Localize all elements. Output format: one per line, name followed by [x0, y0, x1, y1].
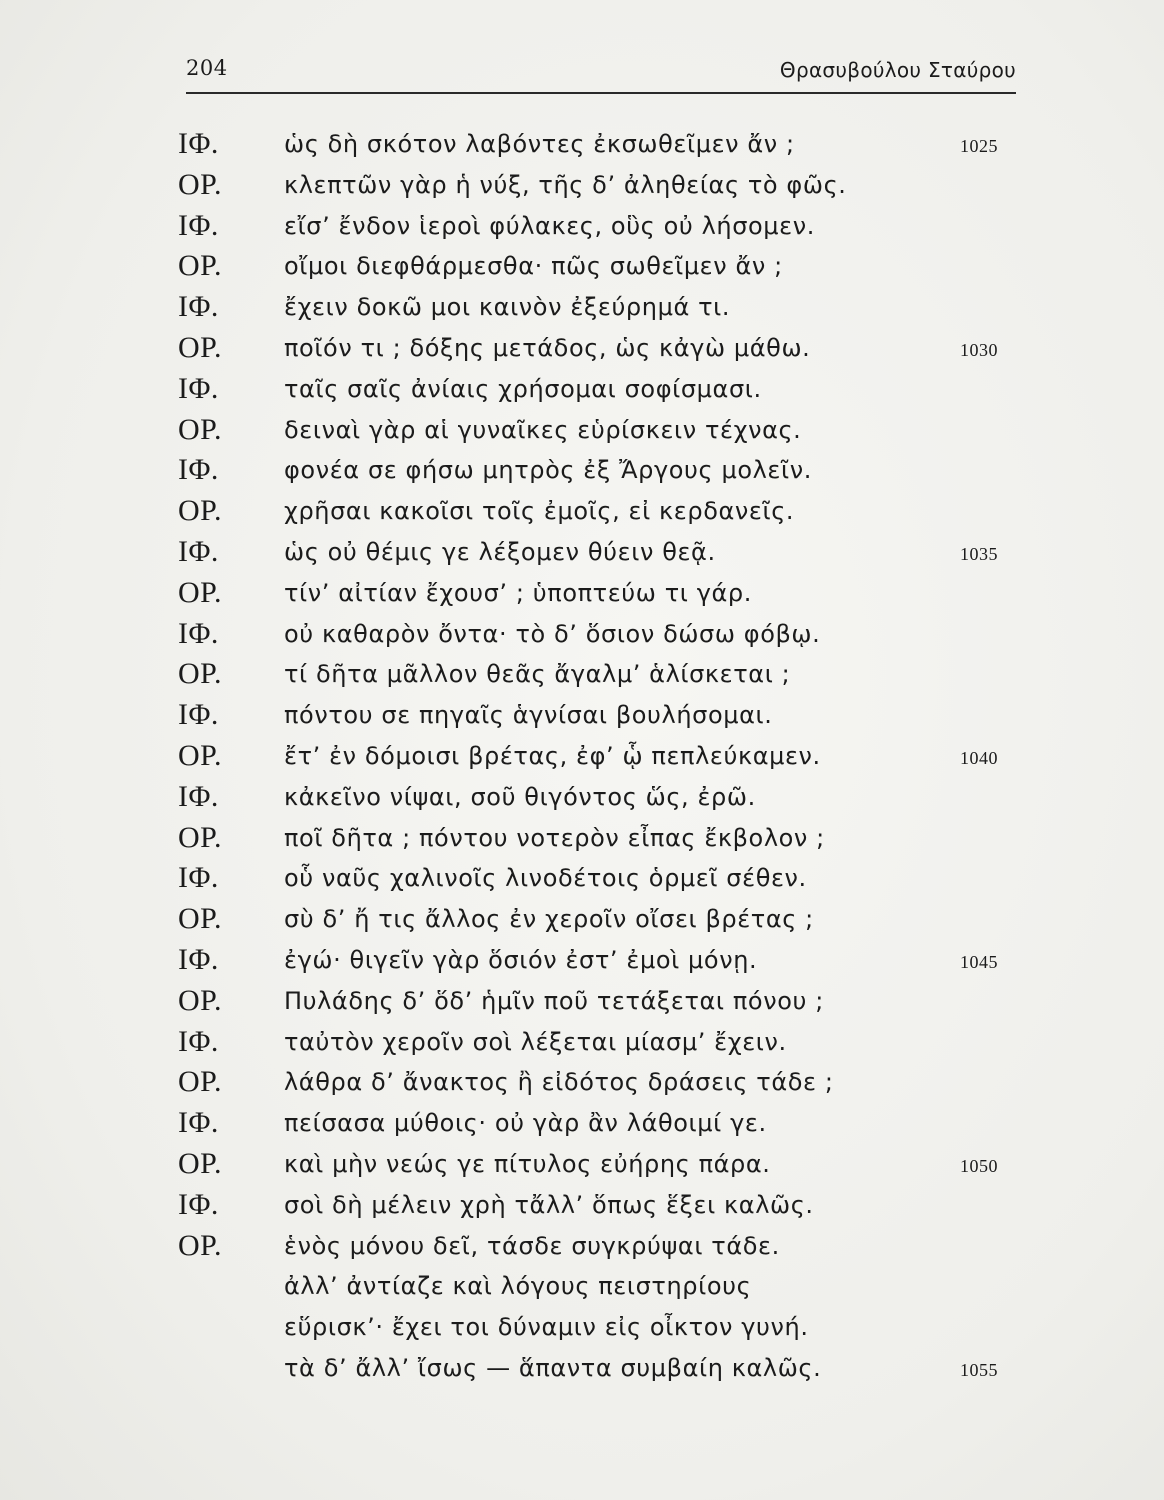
- verse-text: κἀκεῖνο νίψαι, σοῦ θιγόντος ὥς, ἐρῶ.: [284, 782, 756, 811]
- verse-line: [0, 1307, 1164, 1348]
- verse-line: [0, 777, 1164, 818]
- speaker-label: ΙΦ.: [178, 1187, 219, 1221]
- speaker-label: ΙΦ.: [178, 1024, 219, 1058]
- verse-line: [0, 1062, 1164, 1103]
- verse-line: [0, 1022, 1164, 1063]
- verse-line: [0, 124, 1164, 165]
- speaker-label: ΙΦ.: [178, 861, 219, 895]
- verse-text: οἴμοι διεφθάρμεσθα· πῶς σωθεῖμεν ἄν ;: [284, 252, 783, 281]
- verse-line: [0, 736, 1164, 777]
- speaker-label: ΟΡ.: [178, 1146, 223, 1180]
- verse-text: οὗ ναῦς χαλινοῖς λινοδέτοις ὁρμεῖ σέθεν.: [284, 864, 807, 893]
- speaker-label: ΟΡ.: [178, 249, 223, 283]
- verse-line: [0, 573, 1164, 614]
- speaker-label: ΙΦ.: [178, 127, 219, 160]
- verse-text: ἔχειν δοκῶ μοι καινὸν ἐξεύρημά τι.: [284, 293, 731, 322]
- verse-line: [0, 695, 1164, 736]
- header-rule: [186, 92, 1016, 94]
- verse-text: τὰ δ’ ἄλλ’ ἴσως — ἅπαντα συμβαίη καλῶς.: [284, 1353, 822, 1382]
- verse-text: ἔτ’ ἐν δόμοισι βρέτας, ἐφ’ ᾧ πεπλεύκαμεν.: [284, 741, 821, 770]
- verse-line: [0, 450, 1164, 491]
- verse-line: [0, 1226, 1164, 1267]
- verse-text: χρῆσαι κακοῖσι τοῖς ἐμοῖς, εἰ κερδανεῖς.: [284, 497, 795, 526]
- verse-line: [0, 981, 1164, 1022]
- verse-text: κλεπτῶν γὰρ ἡ νύξ, τῆς δ’ ἀληθείας τὸ φῶς.: [284, 170, 847, 199]
- verse-text: ποῖόν τι ; δόξης μετάδος, ὡς κἀγὼ μάθω.: [284, 333, 811, 362]
- line-number: 1030: [960, 339, 998, 360]
- line-number: 1045: [960, 951, 998, 972]
- verse-line: [0, 654, 1164, 695]
- verse-text: φονέα σε φήσω μητρὸς ἐξ Ἄργους μολεῖν.: [284, 456, 812, 485]
- speaker-label: ΙΦ.: [178, 942, 219, 976]
- verse-line: [0, 1144, 1164, 1185]
- verse-text: Πυλάδης δ’ ὅδ’ ἡμῖν ποῦ τετάξεται πόνου ;: [284, 986, 824, 1015]
- speaker-label: ΟΡ.: [178, 1228, 223, 1262]
- line-number: 1055: [960, 1359, 998, 1380]
- speaker-label: ΙΦ.: [178, 371, 219, 405]
- verse-list: [0, 124, 1164, 1389]
- verse-text: πόντου σε πηγαῖς ἁγνίσαι βουλήσομαι.: [284, 701, 773, 730]
- verse-line: [0, 899, 1164, 940]
- line-number: 1040: [960, 747, 998, 768]
- verse-text: τίν’ αἰτίαν ἔχουσ’ ; ὑποπτεύω τι γάρ.: [284, 578, 752, 607]
- page-header: [186, 56, 1016, 92]
- verse-text: δειναὶ γὰρ αἱ γυναῖκες εὑρίσκειν τέχνας.: [284, 415, 802, 444]
- verse-text: ταῖς σαῖς ἀνίαις χρήσομαι σοφίσμασι.: [284, 374, 762, 403]
- verse-line: [0, 165, 1164, 206]
- verse-text: λάθρα δ’ ἄνακτος ἢ εἰδότος δράσεις τάδε ;: [284, 1068, 834, 1097]
- speaker-label: ΙΦ.: [178, 290, 219, 324]
- page-number: 204: [186, 56, 228, 80]
- verse-text: ἐγώ· θιγεῖν γὰρ ὅσιόν ἐστ’ ἐμοὶ μόνῃ.: [284, 945, 758, 974]
- speaker-label: ΟΡ.: [178, 657, 223, 691]
- line-number: 1050: [960, 1155, 998, 1176]
- speaker-label: ΙΦ.: [178, 1106, 219, 1140]
- verse-line: [0, 246, 1164, 287]
- verse-line: [0, 287, 1164, 328]
- verse-text: ταὐτὸν χεροῖν σοὶ λέξεται μίασμ’ ἔχειν.: [284, 1027, 787, 1056]
- verse-line: [0, 532, 1164, 573]
- verse-line: [0, 818, 1164, 859]
- speaker-label: ΙΦ.: [178, 534, 219, 568]
- speaker-label: ΟΡ.: [178, 902, 223, 936]
- verse-line: [0, 369, 1164, 410]
- verse-line: [0, 1103, 1164, 1144]
- verse-text: ἑνὸς μόνου δεῖ, τάσδε συγκρύψαι τάδε.: [284, 1231, 780, 1260]
- speaker-label: ΙΦ.: [178, 616, 219, 650]
- verse-text: ποῖ δῆτα ; πόντου νοτερὸν εἶπας ἔκβολον ;: [284, 823, 825, 852]
- speaker-label: ΟΡ.: [178, 167, 223, 201]
- verse-text: σοὶ δὴ μέλειν χρὴ τἄλλ’ ὅπως ἕξει καλῶς.: [284, 1190, 814, 1219]
- verse-text: σὺ δ’ ἤ τις ἄλλος ἐν χεροῖν οἴσει βρέτας ;: [284, 905, 814, 934]
- verse-line: [0, 206, 1164, 247]
- speaker-label: ΟΡ.: [178, 412, 223, 446]
- verse-text: πείσασα μύθοις· οὐ γὰρ ἂν λάθοιμί γε.: [284, 1109, 767, 1138]
- speaker-label: ΟΡ.: [178, 983, 223, 1017]
- speaker-label: ΟΡ.: [178, 1065, 223, 1099]
- verse-text: ὡς οὐ θέμις γε λέξομεν θύειν θεᾷ.: [284, 537, 716, 566]
- verse-text: ἀλλ’ ἀντίαζε καὶ λόγους πειστηρίους: [284, 1272, 752, 1301]
- verse-text: καὶ μὴν νεώς γε πίτυλος εὐήρης πάρα.: [284, 1149, 771, 1178]
- verse-text: οὐ καθαρὸν ὄντα· τὸ δ’ ὅσιον δώσω φόβῳ.: [284, 619, 821, 648]
- verse-line: [0, 1185, 1164, 1226]
- verse-line: [0, 328, 1164, 369]
- running-head: Θρασυβούλου Σταύρου: [779, 58, 1016, 82]
- line-number: 1025: [960, 136, 998, 156]
- verse-line: [0, 1348, 1164, 1389]
- speaker-label: ΟΡ.: [178, 575, 223, 609]
- verse-line: [0, 940, 1164, 981]
- verse-line: [0, 491, 1164, 532]
- speaker-label: ΙΦ.: [178, 698, 219, 732]
- verse-text: ὡς δὴ σκότον λαβόντες ἐκσωθεῖμεν ἄν ;: [284, 130, 795, 158]
- verse-line: [0, 410, 1164, 451]
- verse-line: [0, 1266, 1164, 1307]
- speaker-label: ΙΦ.: [178, 779, 219, 813]
- speaker-label: ΟΡ.: [178, 330, 223, 364]
- verse-text: εὕρισκ’· ἔχει τοι δύναμιν εἰς οἶκτον γυνή.: [284, 1313, 809, 1342]
- verse-text: εἴσ’ ἔνδον ἱεροὶ φύλακες, οὓς οὐ λήσομεν.: [284, 211, 815, 240]
- speaker-label: ΟΡ.: [178, 820, 223, 854]
- verse-line: [0, 858, 1164, 899]
- line-number: 1035: [960, 543, 998, 564]
- speaker-label: ΟΡ.: [178, 494, 223, 528]
- verse-text: τί δῆτα μᾶλλον θεᾶς ἄγαλμ’ ἁλίσκεται ;: [284, 660, 791, 689]
- speaker-label: ΟΡ.: [178, 738, 223, 772]
- speaker-label: ΙΦ.: [178, 208, 219, 242]
- speaker-label: ΙΦ.: [178, 453, 219, 487]
- verse-line: [0, 614, 1164, 655]
